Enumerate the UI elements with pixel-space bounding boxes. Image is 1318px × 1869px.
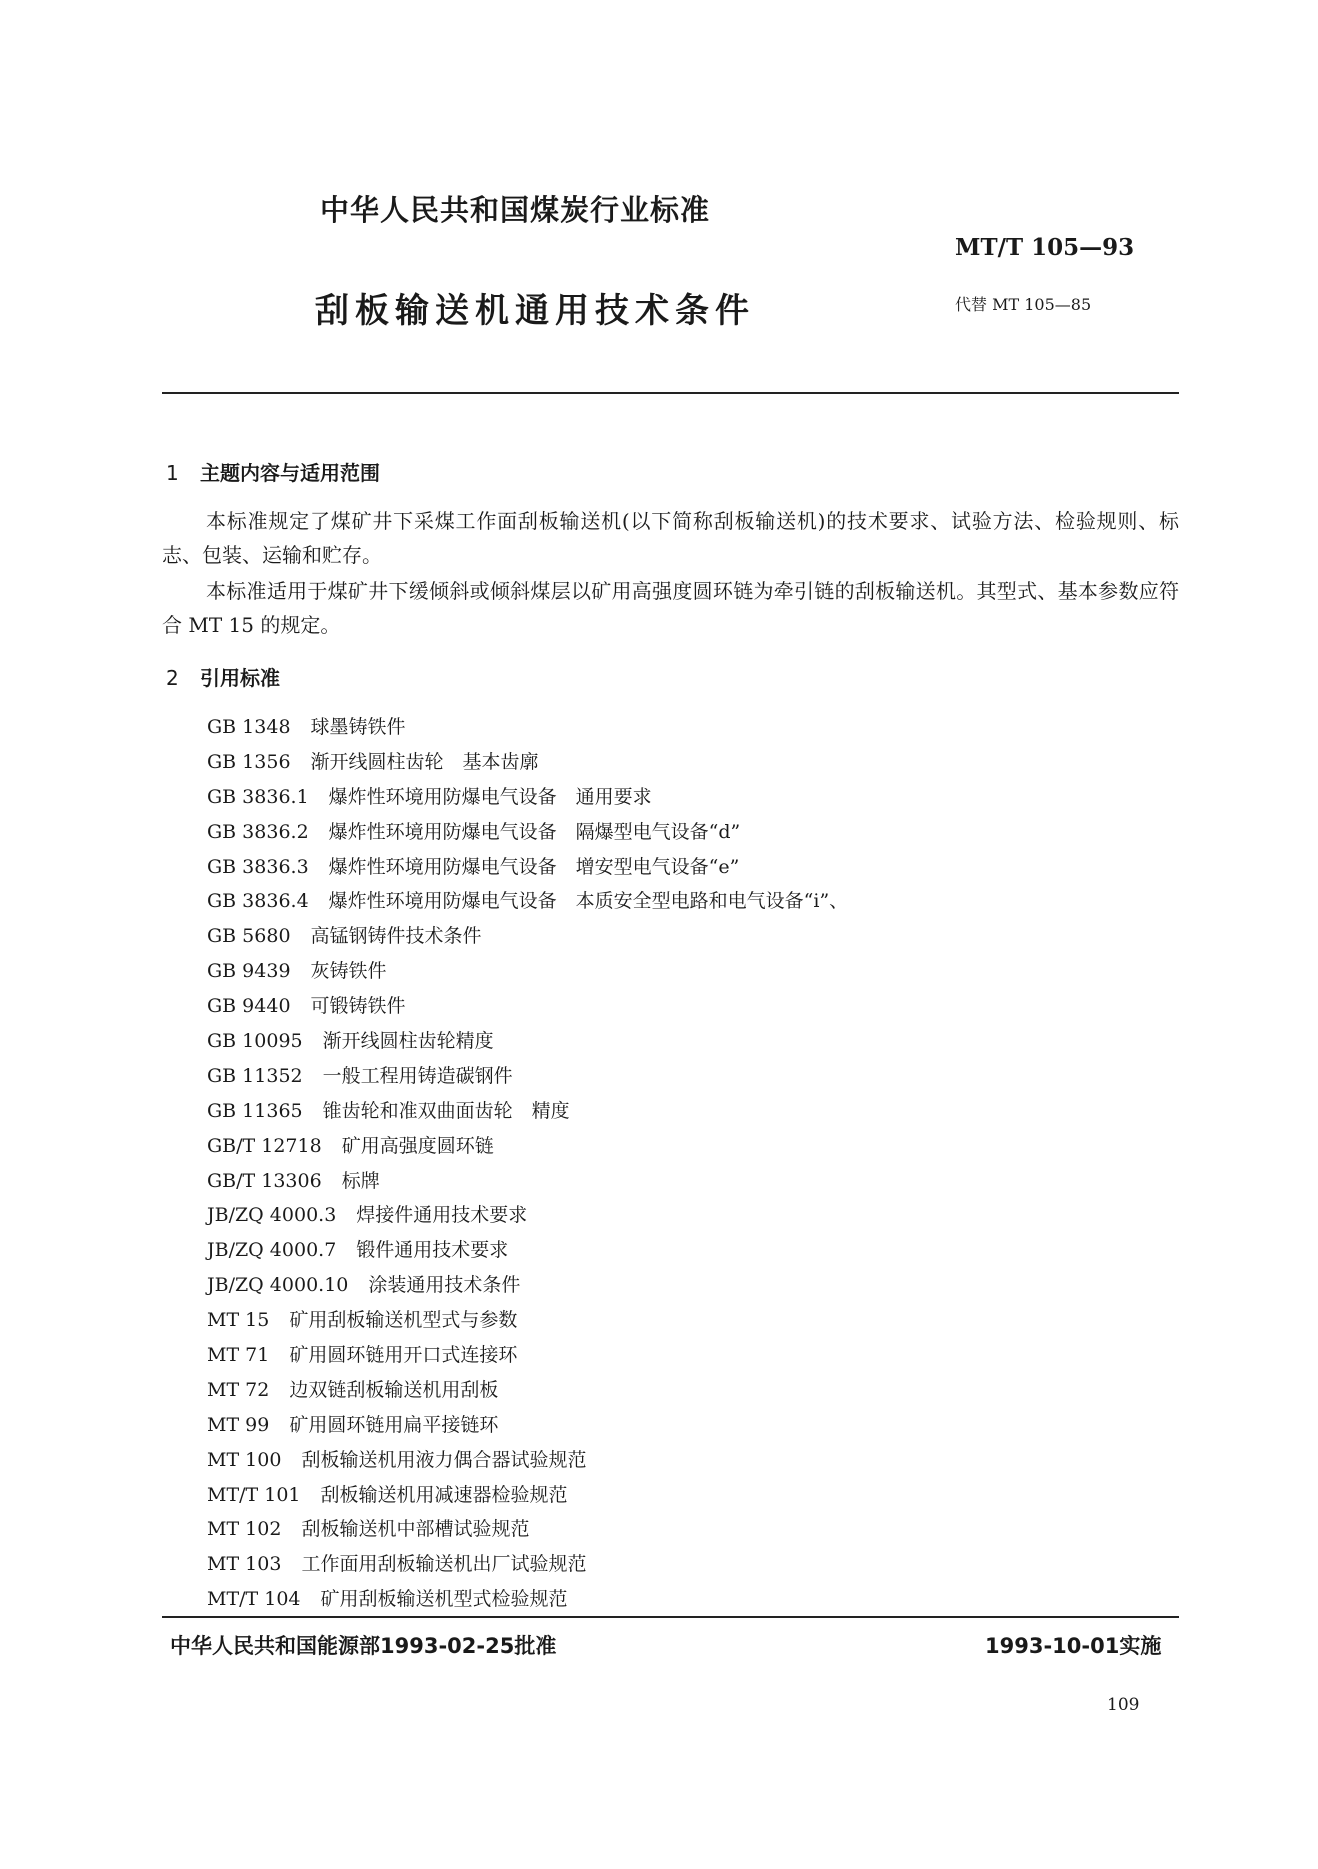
reference-code: GB 11365 [207,1099,303,1122]
reference-item [207,1024,848,1059]
reference-code: MT 99 [207,1413,270,1436]
reference-name: 爆炸性环境用防爆电气设备 通用要求 [328,785,652,808]
section-1-heading [166,457,380,486]
reference-name: 焊接件通用技术要求 [356,1204,528,1227]
approval-note: 中华人民共和国能源部1993-02-25批准 [170,1634,557,1658]
reference-name: 渐开线圆柱齿轮精度 [322,1030,494,1053]
reference-code: GB/T 12718 [207,1134,322,1157]
reference-code: JB/ZQ 4000.7 [207,1239,337,1262]
reference-code: GB 9440 [207,995,291,1018]
reference-name: 标牌 [341,1169,380,1192]
replaces-standard: 代替 MT 105—85 [955,295,1092,314]
section-1-paragraph-1: 本标准规定了煤矿井下采煤工作面刮板输送机(以下简称刮板输送机)的技术要求、试验方法、检验规则、标志、包装、运输和贮存。 [162,509,1179,567]
reference-name: 渐开线圆柱齿轮 基本齿廓 [310,750,539,773]
reference-code: GB 10095 [207,1030,303,1053]
reference-name: 刮板输送机用液力偶合器试验规范 [301,1448,587,1471]
reference-code: GB 9439 [207,960,291,983]
reference-name: 一般工程用铸造碳钢件 [322,1064,513,1087]
reference-item [207,989,848,1024]
reference-code: MT/T 101 [207,1483,301,1506]
reference-code: MT/T 104 [207,1588,301,1611]
reference-code: MT 15 [207,1309,270,1332]
section-1-number: 1 [166,461,179,485]
reference-item [207,1233,848,1268]
reference-item [207,919,848,954]
reference-name: 可锻铸铁件 [310,995,406,1018]
reference-item [207,1408,848,1443]
reference-name: 刮板输送机用减速器检验规范 [320,1483,568,1506]
reference-name: 球墨铸铁件 [310,716,406,738]
reference-name: 矿用刮板输送机型式检验规范 [320,1588,568,1611]
reference-item [207,884,848,919]
reference-item [207,745,848,780]
reference-item [207,1478,848,1513]
reference-code: MT 102 [207,1518,282,1541]
issuing-body: 中华人民共和国煤炭行业标准 [320,193,711,227]
reference-list [207,710,848,1617]
reference-item [207,1268,848,1303]
effective-date: 1993-10-01实施 [985,1634,1162,1658]
reference-item [207,1198,848,1233]
reference-name: 锥齿轮和准双曲面齿轮 精度 [322,1099,570,1122]
reference-item [207,1373,848,1408]
reference-code: JB/ZQ 4000.3 [207,1204,337,1227]
section-1-title: 主题内容与适用范围 [200,461,380,485]
reference-item [207,954,848,989]
reference-item [207,710,848,745]
reference-item [207,1094,848,1129]
reference-code: GB 3836.4 [207,890,309,913]
reference-name: 矿用圆环链用扁平接链环 [289,1413,499,1436]
reference-name: 涂装通用技术条件 [368,1274,521,1297]
reference-name: 爆炸性环境用防爆电气设备 隔爆型电气设备“d” [328,820,741,843]
reference-item [207,1582,848,1617]
reference-name: 矿用圆环链用开口式连接环 [289,1344,518,1367]
reference-name: 刮板输送机中部槽试验规范 [301,1518,530,1541]
standard-code [955,234,1134,261]
reference-code: GB 3836.2 [207,820,309,843]
reference-item [207,1547,848,1582]
reference-code: GB 11352 [207,1064,303,1087]
standard-code-text: MT/T 105—93 [955,234,1135,261]
reference-item [207,850,848,885]
section-1-paragraph-2: 本标准适用于煤矿井下缓倾斜或倾斜煤层以矿用高强度圆环链为牵引链的刮板输送机。其型式、基本参数应符合 MT 15 的规定。 [162,579,1179,637]
reference-name: 高锰钢铸件技术条件 [310,925,482,948]
section-2-heading [166,662,280,691]
reference-code: GB 3836.3 [207,855,309,878]
reference-code: JB/ZQ 4000.10 [207,1274,349,1297]
reference-code: GB 1348 [207,716,291,738]
reference-name: 锻件通用技术要求 [356,1239,509,1262]
reference-name: 矿用刮板输送机型式与参数 [289,1309,518,1332]
reference-item [207,1512,848,1547]
reference-name: 边双链刮板输送机用刮板 [289,1378,499,1401]
reference-name: 工作面用刮板输送机出厂试验规范 [301,1553,587,1576]
reference-item [207,1059,848,1094]
reference-name: 灰铸铁件 [310,960,387,983]
reference-name: 矿用高强度圆环链 [341,1134,494,1157]
reference-code: GB 5680 [207,925,291,948]
reference-item [207,1443,848,1478]
reference-name: 爆炸性环境用防爆电气设备 增安型电气设备“e” [328,855,740,878]
reference-code: MT 71 [207,1344,270,1367]
footer-divider [162,1616,1179,1618]
section-2-title: 引用标准 [200,666,280,690]
reference-code: MT 103 [207,1553,282,1576]
reference-code: GB 1356 [207,750,291,773]
document-title: 刮板输送机通用技术条件 [315,291,755,331]
reference-item [207,815,848,850]
reference-code: MT 72 [207,1378,270,1401]
header-divider [162,392,1179,394]
reference-item [207,1129,848,1164]
section-2-number: 2 [166,666,179,690]
reference-item [207,780,848,815]
reference-name: 爆炸性环境用防爆电气设备 本质安全型电路和电气设备“i”、 [328,890,849,913]
reference-code: GB 3836.1 [207,785,309,808]
reference-item [207,1338,848,1373]
reference-item [207,1303,848,1338]
reference-code: GB/T 13306 [207,1169,322,1192]
page-number: 109 [1107,1695,1140,1715]
reference-item [207,1164,848,1199]
reference-code: MT 100 [207,1448,282,1471]
